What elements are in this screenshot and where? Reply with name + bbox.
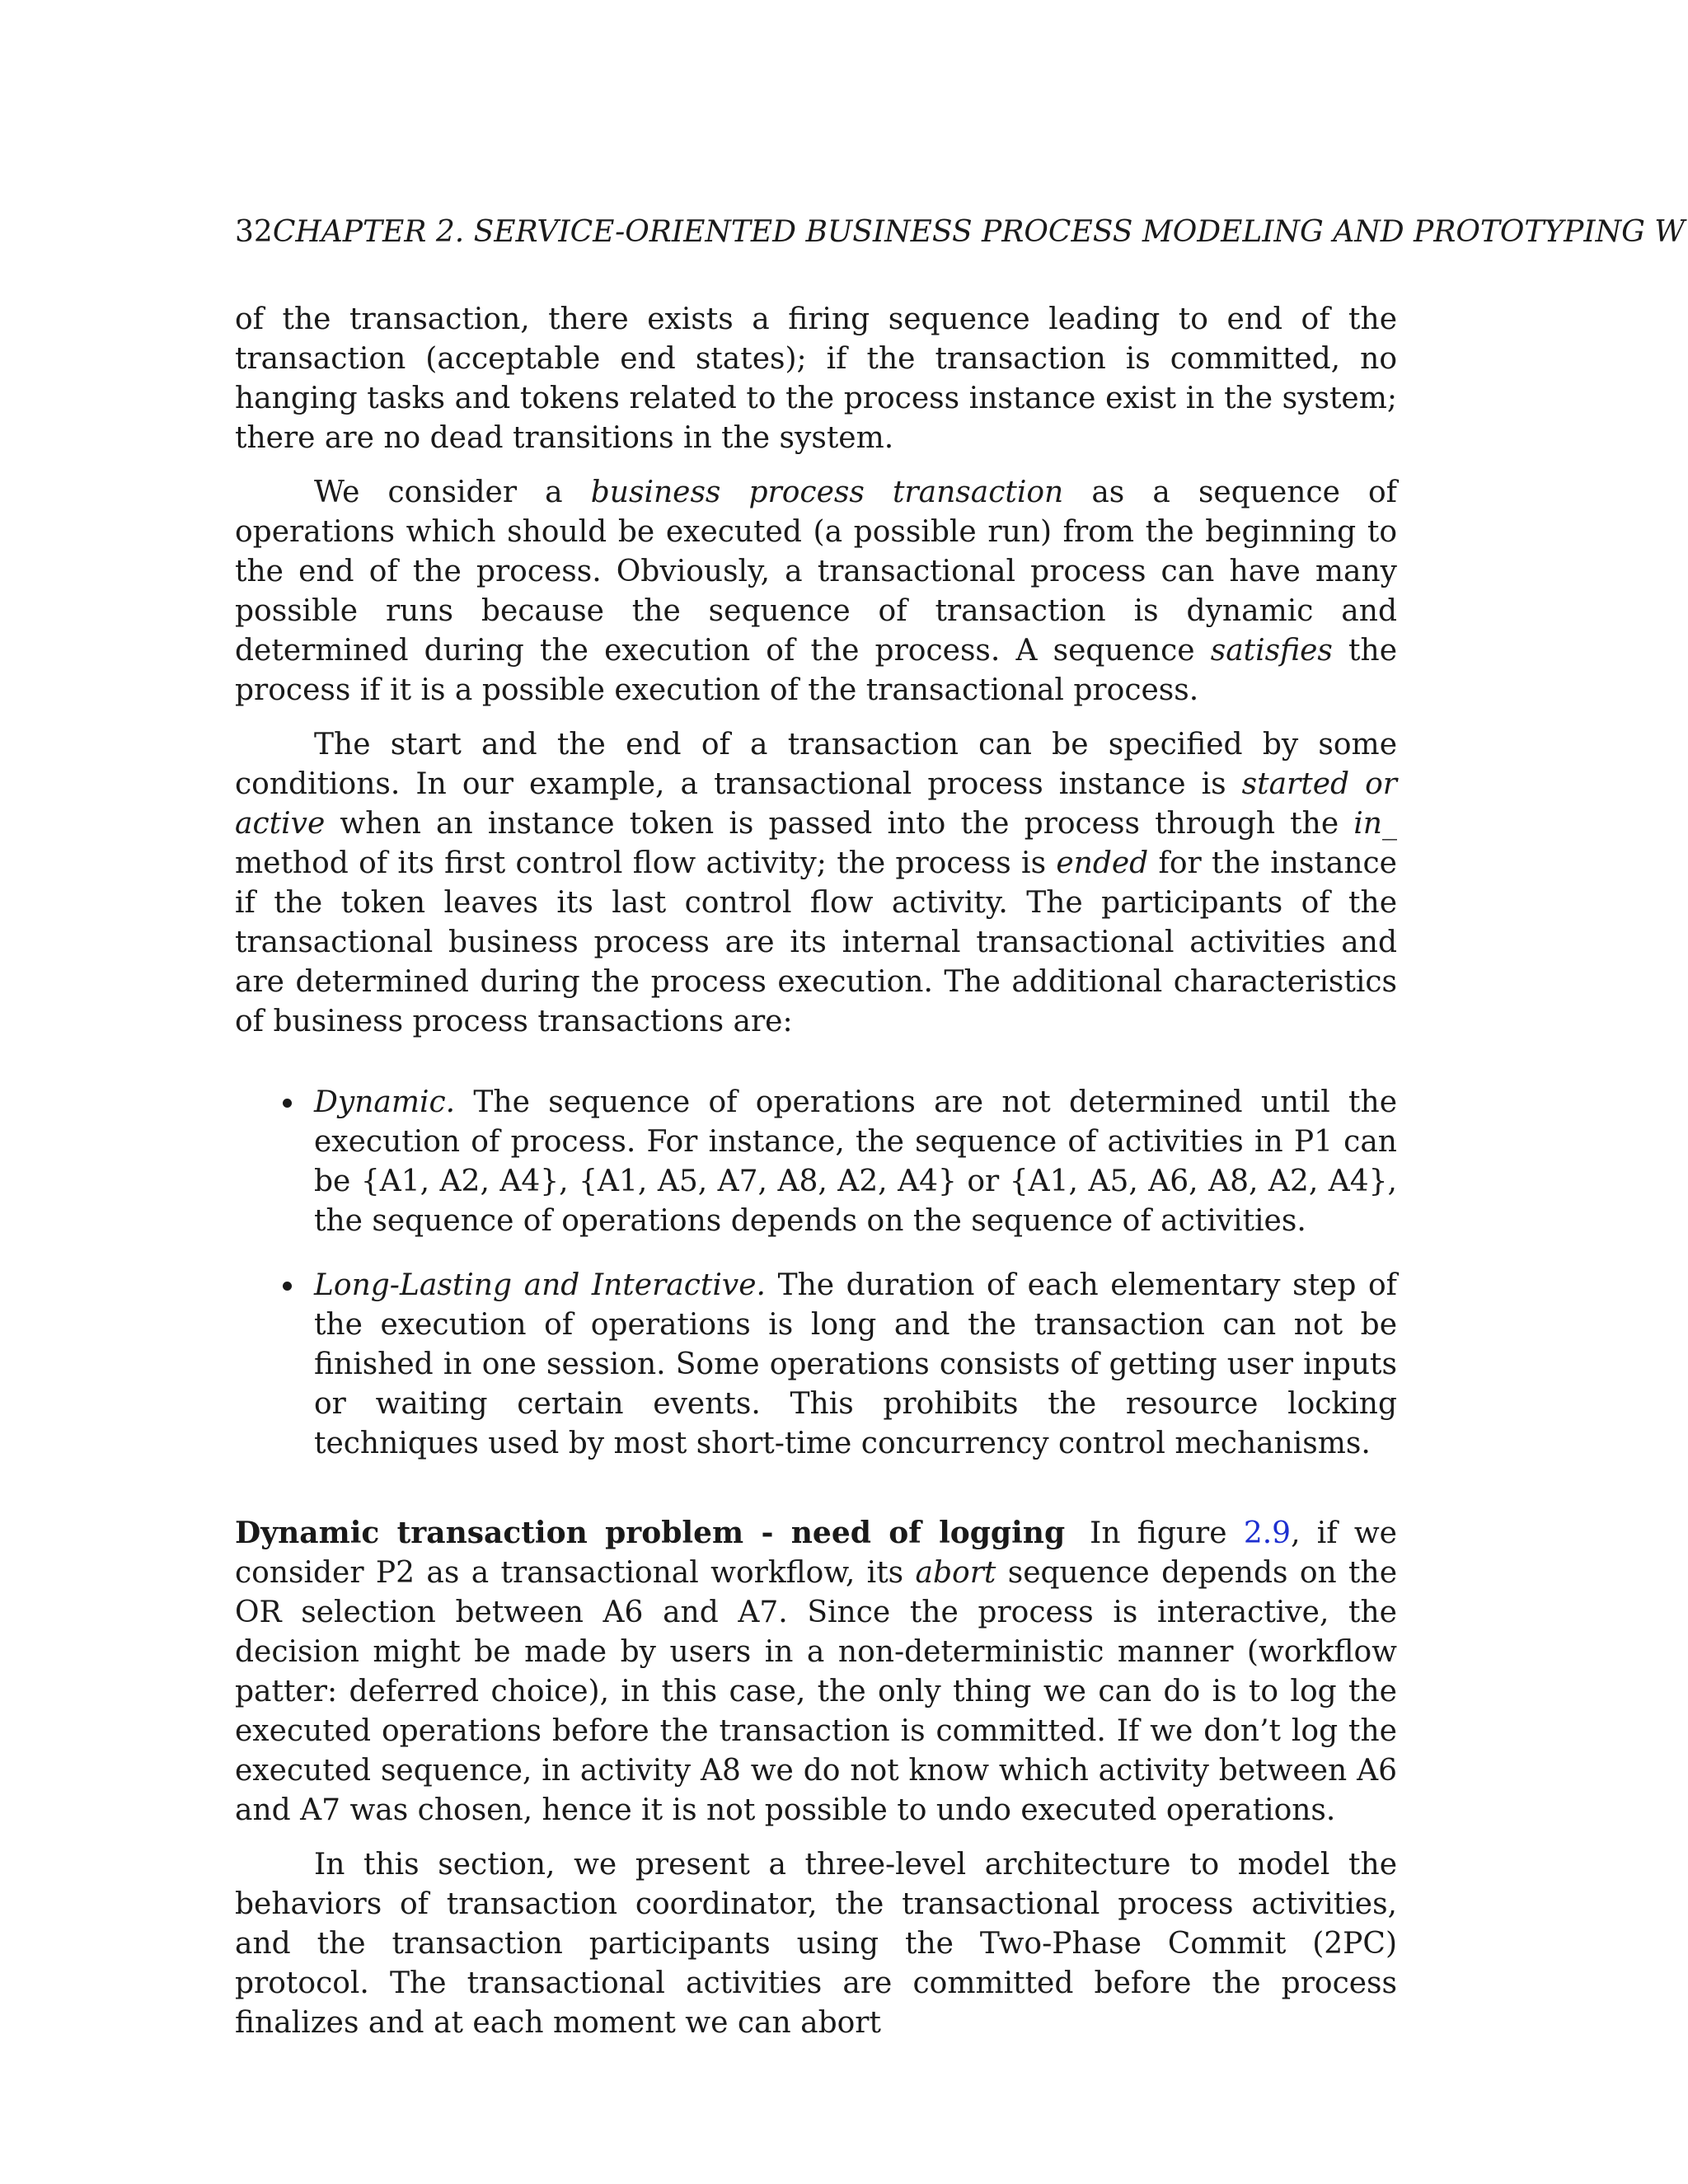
characteristics-list (235, 1083, 1397, 1464)
text-run: for the instance if the token leaves its last control flow activity. The participants of the transactional business process are its internal transactional activities and are determined during the process execution. The additional characteristics of business process transactions are: (235, 846, 1397, 1038)
emphasis-term: ended (1056, 846, 1149, 880)
paragraph-architecture: In this section, we present a three-level architecture to model the behaviors of transaction coordinator, the transactional process activities, and the transaction participants using the Two-Phase Commit (2PC) protocol. The transactional activities are committed before the process finalizes and at each moment we can abort (235, 1848, 1397, 2040)
text-run: We consider a (314, 476, 591, 509)
text-run: the process if it is a possible execution of the transactional process. (235, 634, 1398, 707)
running-title: CHAPTER 2. SERVICE-ORIENTED BUSINESS PROCESS MODELING AND PROTOTYPING W (272, 215, 1686, 249)
running-header (235, 213, 1688, 252)
emphasis-term: started or active (235, 767, 1397, 841)
text-run: method of its first control flow activity; the process is (235, 846, 1057, 880)
emphasis-term: business process transaction (590, 476, 1064, 509)
emphasis-term: satisfies (1210, 634, 1333, 668)
bullet-icon (283, 1282, 292, 1291)
list-item-text: The duration of each elementary step of the execution of operations is long and the transaction can not be finished in one session. Some operations consists of getting user inputs or waiting certain events. This prohibits the resource locking techniques used by most short-time concurrency control mechanisms. (314, 1268, 1397, 1460)
emphasis-term: abort (915, 1556, 996, 1590)
text-run: In figure (1090, 1516, 1244, 1550)
main-text (235, 300, 1397, 2043)
paragraph-continuation: of the transaction, there exists a firing sequence leading to end of the transaction (acceptable end states); if the transaction is committed, no hanging tasks and tokens related to the process instance exist in the system; there are no dead transitions in the system. (235, 302, 1397, 455)
section-heading: Dynamic transaction problem - need of logging (235, 1516, 1066, 1550)
list-item-title: Dynamic. (314, 1085, 456, 1119)
paragraph-logging-section (235, 1513, 1397, 1830)
paragraph-start-end (235, 725, 1397, 1042)
list-item-title: Long-Lasting and Interactive. (314, 1268, 766, 1302)
emphasis-term: in_ (1353, 807, 1397, 841)
list-item (235, 1266, 1397, 1464)
page-number: 32 (235, 215, 273, 249)
text-run: sequence depends on the OR selection between A6 and A7. Since the process is interactive, the decision might be made by users in a non-deterministic manner (workflow patter: deferred choice), in this case, the only thing we can do is to log the executed operations before the transaction is committed. If we don’t log the executed sequence, in activity A8 we do not know which activity between A6 and A7 was chosen, hence it is not possible to undo executed operations. (235, 1556, 1398, 1827)
list-item (235, 1083, 1397, 1241)
text-run: , if we consider P2 as a transactional workflow, its (235, 1516, 1397, 1590)
figure-reference-link[interactable]: 2.9 (1243, 1516, 1292, 1550)
list-item-text: The sequence of operations are not determined until the execution of process. For instance, the sequence of activities in P1 can be {A1, A2, A4}, {A1, A5, A7, A8, A2, A4} or {A1, A5, A6, A8, A2, A4}, the sequence of operations depends on the sequence of activities. (314, 1085, 1397, 1238)
bullet-icon (283, 1099, 292, 1108)
text-run: The start and the end of a transaction can be specified by some conditions. In our example, a transactional process instance is (235, 728, 1397, 801)
text-run: as a sequence of operations which should be executed (a possible run) from the beginning to the end of the process. Obviously, a transactional process can have many possible runs because the sequence of transaction is dynamic and determined during the execution of the process. A sequence (235, 476, 1398, 668)
text-run: when an instance token is passed into the process through the (325, 807, 1354, 841)
paragraph-business-process-transaction (235, 473, 1397, 710)
